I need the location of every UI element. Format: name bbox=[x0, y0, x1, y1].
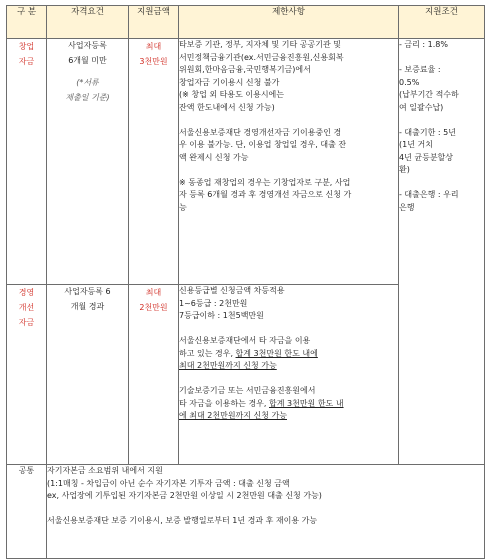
limit-note-underlined: 합계 3천만원 한도 내에 bbox=[235, 348, 318, 358]
page bbox=[6, 5, 485, 559]
startup-fund-name: 창업 자금 bbox=[7, 39, 47, 285]
startup-eligibility: 사업자등록 6개월 미만 (*서류 제출일 기준) bbox=[47, 39, 129, 285]
startup-amount: 최대 3천만원 bbox=[129, 39, 179, 285]
startup-eligibility-note: (*서류 제출일 기준) bbox=[65, 78, 110, 102]
header-conditions: 지원조건 bbox=[399, 6, 485, 39]
common-label: 공통 bbox=[7, 465, 47, 559]
common-conditions: 자기자본금 소요범위 내에서 지원 (1:1매칭 - 차입금이 아닌 순수 자기자본 기투자 금액 : 대출 신청 금액 ex, 사업장에 기투입된 자기자본금 2천만원 이상일 시 2천만원 대출 신청 가능) 서울신용보증재단 보증 기이용시, 보증 발행일로부터 1년 경과 후 재이용 가능 bbox=[47, 465, 485, 559]
startup-restrictions: 타보증 기관, 정부, 지자체 및 기타 공공기관 및 서민정책금융기관(ex.서민금융진흥원,신용회복 위원회,한마음금융,국민행복기금)에서 창업자금 기이용시 신청 불가 (※ 창업 외 타용도 이용시에는 잔액 한도내에서 신청 가능) 서울신용보증재단 경영개선자금 기이용중인 경 우 이용 불가능. 단, 이용업 창업일 경우, 대출 잔 액 완제시 신청 가능 ※ 동종업 재창업의 경우는 기창업자로 구분, 사업 자 등록 6개월 경과 후 경영개선 자금으로 신청 가 능 bbox=[179, 39, 399, 285]
header-eligibility: 자격요건 bbox=[47, 6, 129, 39]
limit-note-underlined-4: 에 최대 2천만원까지 신청 가능 bbox=[179, 411, 287, 420]
improvement-eligibility: 사업자등록 6 개월 경과 bbox=[47, 285, 129, 465]
support-conditions: - 금리 : 1.8% - 보증료율 : 0.5% (납부기간 적수하 여 일괄수납) - 대출기한 : 5년 (1년 거치 4년 균등분할상 환) - 대출은행 : 우리 은행 bbox=[399, 39, 485, 465]
improvement-restrictions: 신용등급별 신청금액 차등적용 1~6등급 : 2천만원 7등급이하 : 1천5백만원 서울신용보증재단에서 타 자금을 이용 하고 있는 경우, 합계 3천만원 한도 내에 최대 2천만원까지 신청 가능 기술보증기금 또는 서민금융진흥원에서 타 자금을 이용하는 경우, 합계 3천만원 한도 내 에 최대 2천만원까지 신청 가능 bbox=[179, 285, 399, 465]
support-conditions-table bbox=[6, 5, 485, 559]
header-restrictions: 제한사항 bbox=[179, 6, 399, 39]
header-category: 구 분 bbox=[7, 6, 47, 39]
header-amount: 지원금액 bbox=[129, 6, 179, 39]
row-startup-fund bbox=[7, 39, 485, 285]
improvement-amount: 최대 2천만원 bbox=[129, 285, 179, 465]
header-row bbox=[7, 6, 485, 39]
row-common bbox=[7, 465, 485, 559]
limit-note-underlined-3: 합계 3천만원 한도 내 bbox=[269, 398, 344, 408]
limit-note-underlined-2: 최대 2천만원까지 신청 가능 bbox=[179, 361, 277, 370]
improvement-fund-name: 경영 개선 자금 bbox=[7, 285, 47, 465]
